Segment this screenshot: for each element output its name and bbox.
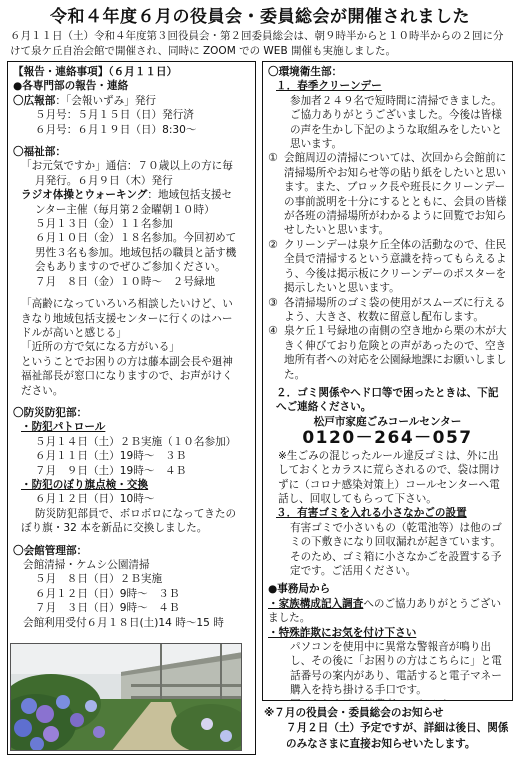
clean-day-title: １．春季クリーンデー <box>276 80 382 93</box>
call-center-name: 松戸市家庭ごみコールセンター <box>313 415 462 428</box>
reports-heading: 【報告・連絡事項】（６月１１日） <box>13 66 178 78</box>
fraud-warning-text: パソコンを使用中に異常な警報音が鳴り出し、その後に「お困りの方はこちらに」と電話番号の案内があり、電話すると電子マネー購入を持ち掛ける手口です。 <box>290 640 502 697</box>
clean-day-items <box>268 151 507 382</box>
page-title: 令和４年度６月の役員会・委員総会が開催されました <box>50 7 470 27</box>
clean-day-item <box>268 238 507 296</box>
welfare-newsletter-line2: 月発行。６月９日（木）発行 <box>35 174 173 187</box>
secretariat-title: ●事務局から <box>268 583 331 596</box>
banner-check-line3: ぼり旗・32 本を新品に交換しました。 <box>21 522 208 535</box>
consult-quote-line2: きなり地域包括支援センターに行くのはハー <box>21 312 233 325</box>
welfare-newsletter-line1: 「お元気ですか」通信：７０歳以上の方に毎 <box>21 160 233 173</box>
hall-cleaning-line2: ５月 ８日（日）２Ｂ実施 <box>35 573 163 586</box>
welfare-department-title: 〇福祉部： <box>13 146 66 159</box>
clean-day-item-text: クリーンデーは泉ケ丘全体の活動なので、住民全員で清掃するという意識を持ってもらえるよう、今後は掲示板にクリーンデーのポスターを掲示したいと思います。 <box>284 238 507 295</box>
consult-quote-line4: 「近所の方で気になる方がいる」 <box>21 341 180 354</box>
hall-reservation-line: 会館利用受付６月１８日(土)14 時～15 時 <box>23 616 224 629</box>
hall-cleaning-line4: ７月 ３日（日）9時～ ４Ｂ <box>35 602 180 615</box>
fraud-hotline-text <box>268 698 507 701</box>
clean-day-item <box>268 296 507 325</box>
pr-department <box>13 94 250 108</box>
intro-paragraph: ６月１１日（土）令和４年度第３回役員会・第２回委員総会は、朝９時半からと１０時半からの２回に分けて泉ケ丘自治会館で開催され、同時に ZOOM での WEB 開催も実施しました。 <box>10 30 504 58</box>
department-reports-heading: ●各専門部の報告・連絡 <box>13 80 129 93</box>
patrol-line3: ７月 ９日（土）19時～ ４Ｂ <box>35 464 187 477</box>
clean-day-item-text: 会館周辺の清掃については、次回から会館前に清掃場所やお知らせ等の貼り紙をしたいと思います。また、ブロック長や班長にクリーンデーの事前説明を十分にするとともに、会員の皆様が各班の清掃場所がわかるように回覧でお知らせしたいと思います。 <box>284 152 507 237</box>
family-survey-title: ・家族構成記入調査 <box>268 597 364 610</box>
hall-cleaning-line3: ６月１２日（日）9時～ ３Ｂ <box>35 587 180 600</box>
clean-day-item <box>268 324 507 382</box>
clean-day-item-text: 各清掃場所のゴミ袋の使用がスムーズに行えるよう、大きさ、枚数に留意し配布します。 <box>284 296 506 323</box>
clean-day-item <box>268 151 507 237</box>
consult-quote-line6: 福祉部長が窓口になりますので、お声がけく <box>21 370 233 383</box>
radio-exercise-text: ：地域包括支援セ <box>147 189 233 202</box>
pr-department-text: ：「会報いずみ」発行 <box>55 94 157 107</box>
hall-cleaning-line1: 会館清掃・ケムシ公園清掃 <box>23 559 150 571</box>
consult-quote-line7: ださい。 <box>21 384 64 397</box>
fraud-warning-title: ・特殊詐欺にお気を付け下さい <box>268 626 417 639</box>
hydrangea-photo <box>10 643 242 751</box>
radio-exercise-line2: ンター主催（毎月第２金曜朝１０時） <box>35 203 215 216</box>
patrol-line1: ５月１４日（土）２Ｂ実施（１０名参加） <box>35 435 237 448</box>
banner-check-line2: 防災防犯部員で、ボロボロになってきたの <box>35 507 237 520</box>
consult-quote-line5: ということでお困りの方は藤本副会長や廻神 <box>21 355 233 368</box>
disaster-prevention-title: 〇防災防犯部： <box>13 406 88 419</box>
july-meeting-notice <box>264 706 514 752</box>
family-survey <box>268 597 507 626</box>
clean-day-intro: 参加者２４９名で短時間に清掃できました。ご協力ありがとうございました。今後は皆様の声を生かし下記のような取組みをしたいと思います。 <box>290 94 502 151</box>
banner-check-title: ・防犯のぼり旗点検・交換 <box>21 478 149 491</box>
environment-column <box>262 61 513 701</box>
clean-day-item-number: ④ <box>268 324 278 338</box>
radio-exercise-line7: ７月 ８日（金）１０時～ ２号緑地 <box>35 275 216 288</box>
consult-quote-line1: 「高齢になっていろいろ相談したいけど、い <box>21 298 233 311</box>
call-center-phone: 0120－264－057 <box>302 428 473 449</box>
radio-exercise-line6: 会もありますのでぜひご参加ください。 <box>35 261 226 274</box>
pr-department-title: 〇広報部 <box>13 94 56 107</box>
hall-management-title: 〇会館管理部： <box>13 544 88 557</box>
july-notice-text: ７月２日（土）予定ですが、詳細は後日、関係のみなさまに直接お知らせいたします。 <box>286 722 509 750</box>
clean-day-item-text: 泉ケ丘１号緑地の南側の空き地から栗の木が大きく伸びており危険との声があったので、空き地所有者への対応を公園緑地課にお願いしました。 <box>284 325 507 381</box>
clean-day-item-number: ③ <box>268 295 278 309</box>
environment-department-title: 〇環境衛生部： <box>268 66 343 78</box>
radio-exercise-line3: ５月１３日（金）１１名参加 <box>35 218 173 231</box>
family-survey-text: へのご協力ありがとうございました。 <box>268 597 502 625</box>
july-notice-title: ※７月の役員会・委員総会のお知らせ <box>264 707 444 719</box>
radio-exercise <box>13 188 250 202</box>
garbage-note: ※生ごみの混じったルール違反ゴミは、外に出しておくとカラスに荒らされるので、袋は開けずに（コロナ感染対策上）コールセンターへ電話し、回収してもらって下さい。 <box>278 449 500 505</box>
garbage-contact-heading: ２．ゴミ関係やヘド口等で困ったときは、下記へご連絡ください。 <box>276 386 499 414</box>
consult-quote-line3: ドルが高いと感じる」 <box>21 326 127 339</box>
clean-day-item-number: ② <box>268 237 278 251</box>
radio-exercise-title: ラジオ体操とウォーキング <box>21 189 148 202</box>
radio-exercise-line4: ６月１０日（金）１８名参加。今回初めて <box>35 232 237 245</box>
banner-check-line1: ６月１２日（日）10時～ <box>35 493 155 506</box>
pr-may-issue: ５月号：５月１５日（日）発行済 <box>35 109 194 122</box>
patrol-title: ・防犯パトロール <box>21 421 106 434</box>
patrol-line2: ６月１１日（土）19時～ ３Ｂ <box>35 450 187 463</box>
hazardous-basket-text: 有害ゴミで小さいもの（乾電池等）は他のゴミの下敷きになり回収漏れが起きています。そのため、ゴミ箱に小さなかごを設置する予定です。ご活用ください。 <box>290 521 502 577</box>
pr-june-issue: ６月号：６月１９日（日）8:30～ <box>35 123 197 136</box>
clean-day-item-number: ① <box>268 151 278 165</box>
hazardous-basket-title: ３．有害ゴミを入れる小さなかごの設置 <box>276 507 467 520</box>
radio-exercise-line5: 男性３名も参加。地域包括の職員と話す機 <box>35 246 237 259</box>
